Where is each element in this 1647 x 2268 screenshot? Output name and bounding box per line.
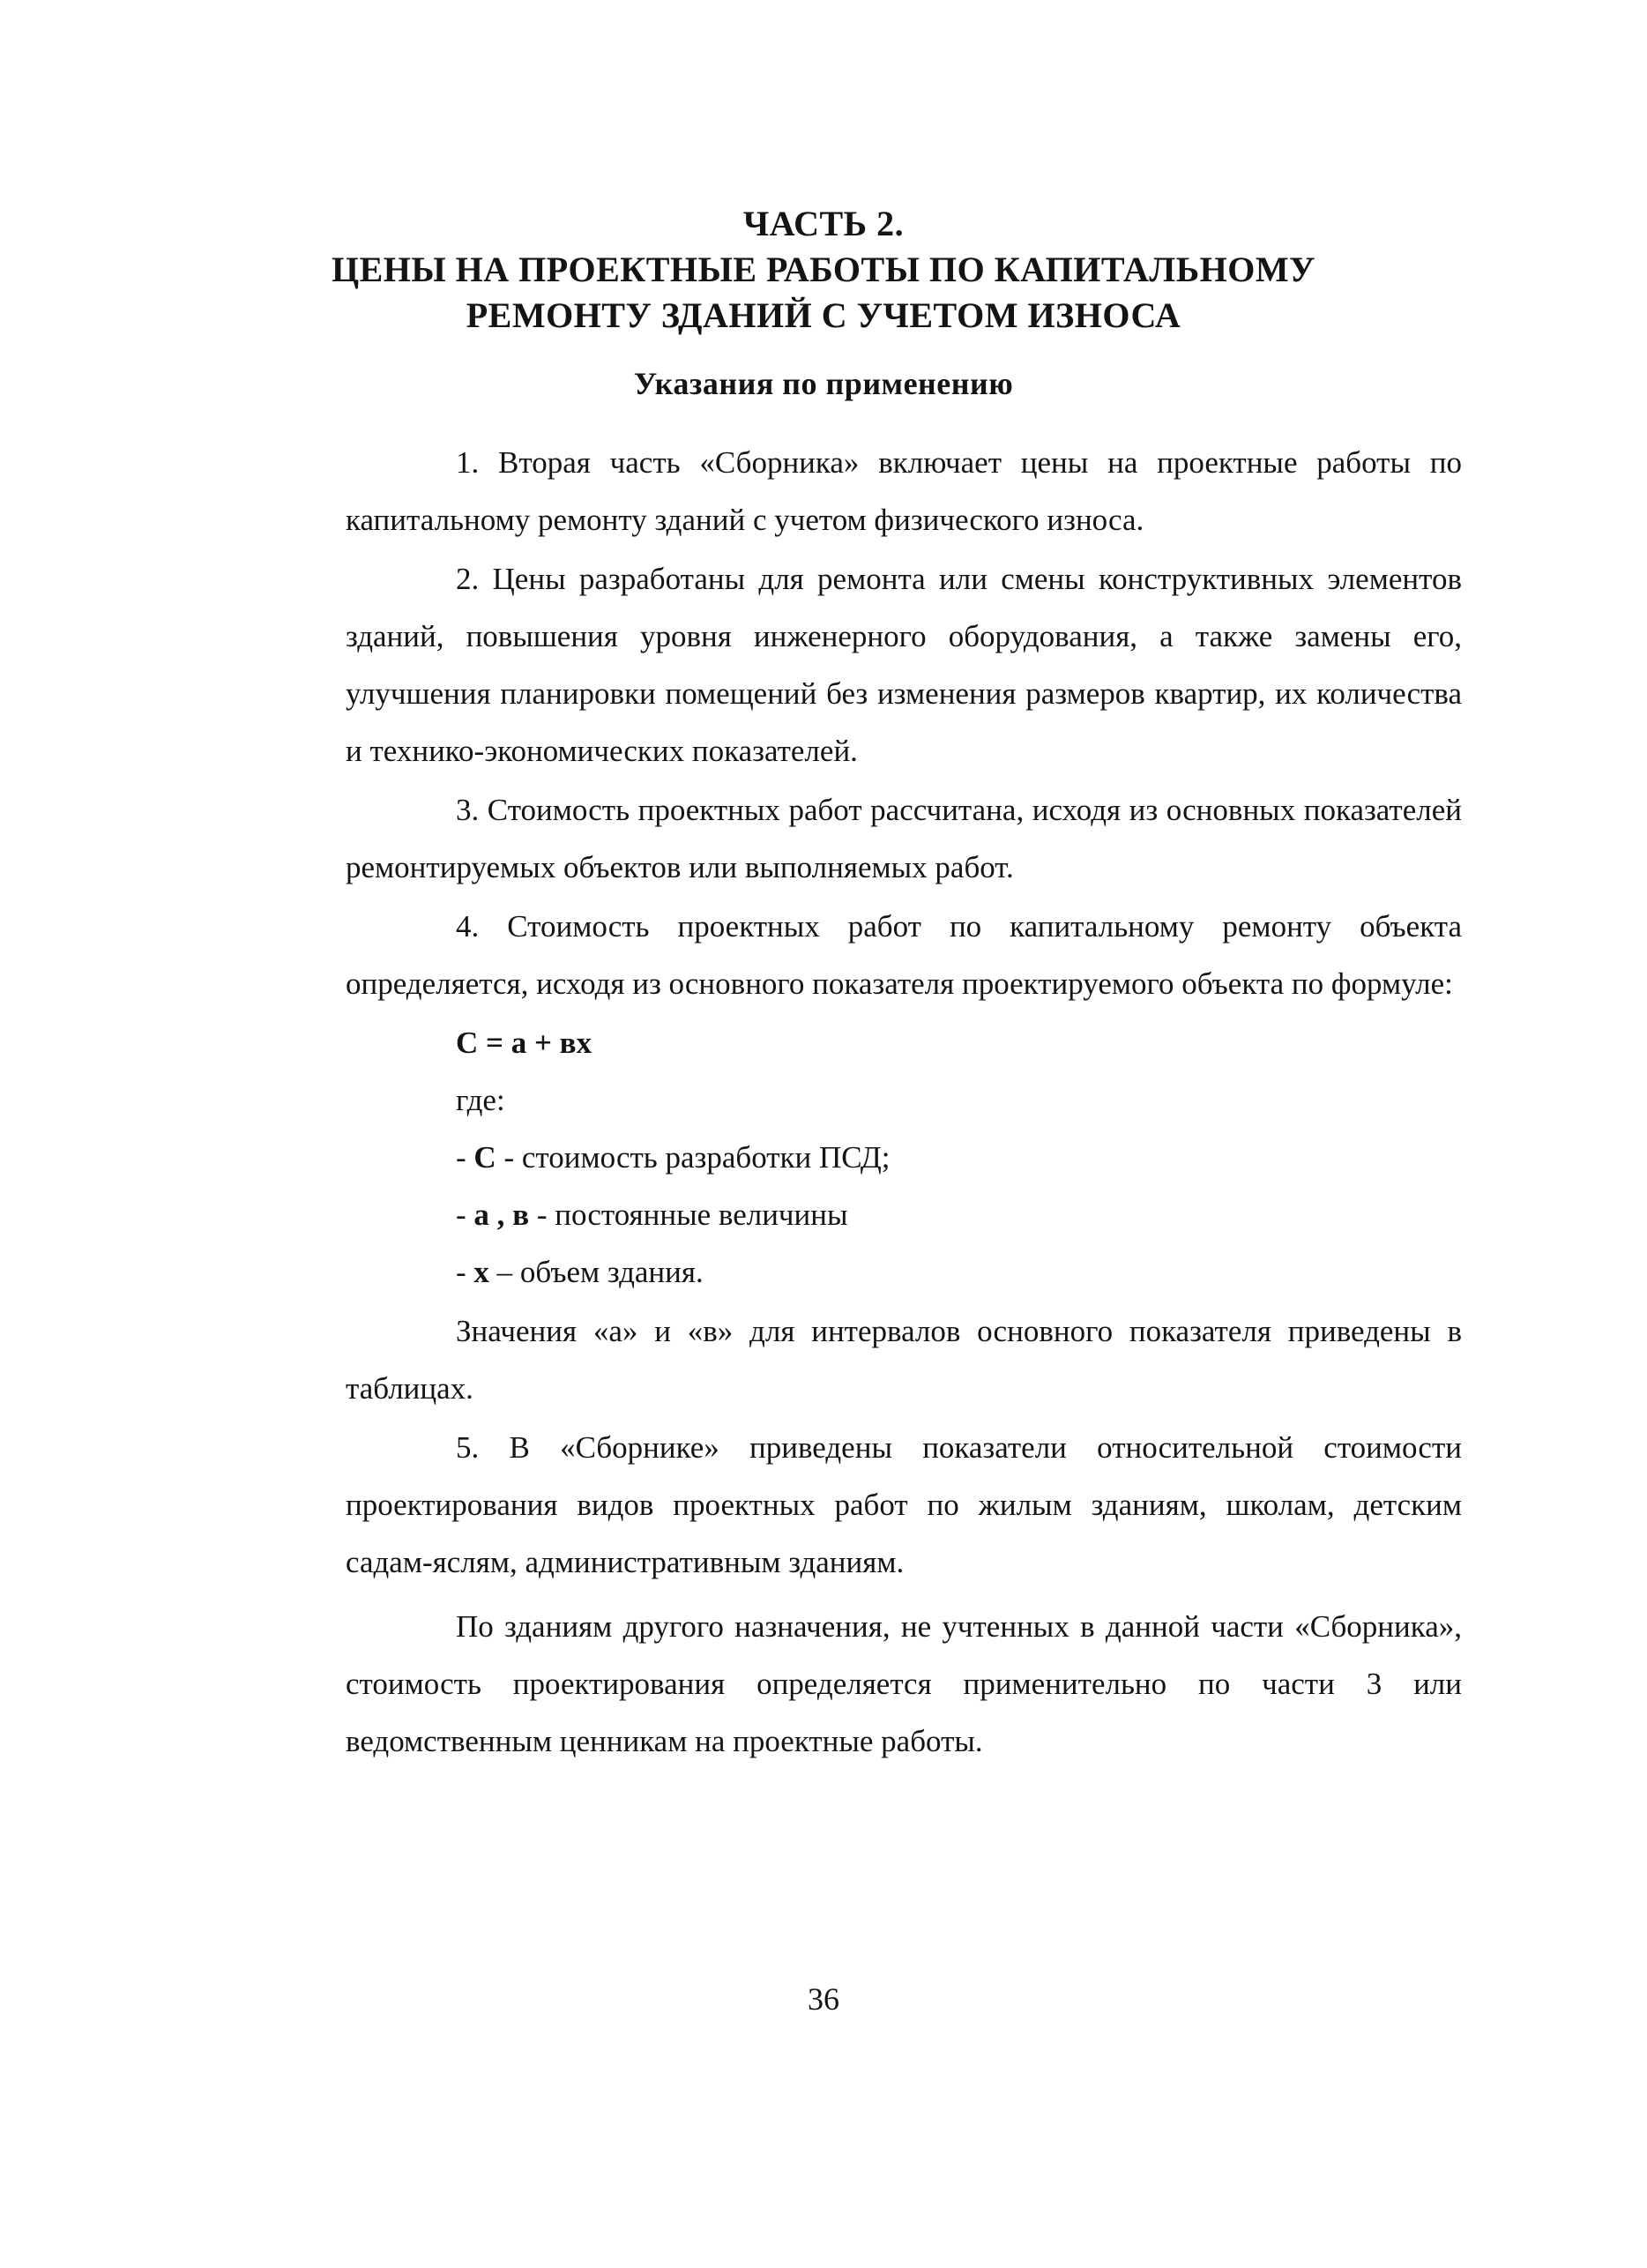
definition-text: - стоимость разработки ПСД; — [496, 1140, 891, 1175]
paragraph-2: 2. Цены разработаны для ремонта или смены конструктивных элементов зданий, повышения уровня инженерного оборудования, а также замены его, улучшения планировки помещений без изменения размеров квартир, их количества и технико-экономических показателей. — [346, 562, 1462, 768]
values-note: Значения «а» и «в» для интервалов основного показателя приведены в таблицах. — [346, 1314, 1462, 1406]
definition-symbol: а , в — [473, 1197, 530, 1232]
where-label: где: — [456, 1083, 505, 1117]
definition-dash: - — [456, 1140, 466, 1175]
paragraph-1: 1. Вторая часть «Сборника» включает цены на проектные работы по капитальному ремонту зданий с учетом физического износа. — [346, 445, 1462, 537]
section-title-line-1: ЦЕНЫ НА ПРОЕКТНЫЕ РАБОТЫ ПО КАПИТАЛЬНОМУ — [332, 250, 1315, 289]
cost-formula: С = а + вх — [456, 1026, 592, 1060]
paragraph-5: 5. В «Сборнике» приведены показатели относительной стоимости проектирования видов проектных работ по жилым зданиям, школам, детским садам-яслям, административным зданиям. — [346, 1430, 1462, 1579]
definition-volume — [346, 1243, 1462, 1301]
definition-symbol: С — [473, 1140, 496, 1175]
page-number: 36 — [808, 1981, 839, 2017]
section-title-line-2: РЕМОНТУ ЗДАНИЙ С УЧЕТОМ ИЗНОСА — [466, 295, 1181, 335]
definition-symbol: х — [473, 1255, 489, 1289]
definition-dash: - — [456, 1197, 466, 1232]
paragraph-4: 4. Стоимость проектных работ по капитальному ремонту объекта определяется, исходя из основного показателя проектируемого объекта по формуле: — [346, 909, 1462, 1001]
definition-text: - постоянные величины — [529, 1197, 848, 1232]
paragraph-6: По зданиям другого назначения, не учтенных в данной части «Сборника», стоимость проектирования определяется применительно по части 3 или ведомственным ценникам на проектные работы. — [346, 1609, 1462, 1758]
document-body — [346, 434, 1462, 1770]
definition-cost — [346, 1129, 1462, 1186]
definition-constants — [346, 1186, 1462, 1243]
definition-text: – объем здания. — [488, 1255, 704, 1289]
part-title: ЧАСТЬ 2. — [742, 204, 905, 243]
paragraph-3: 3. Стоимость проектных работ рассчитана, исходя из основных показателей ремонтируемых объектов или выполняемых работ. — [346, 793, 1462, 884]
instructions-heading: Указания по применению — [633, 366, 1014, 401]
definition-dash: - — [456, 1255, 466, 1289]
